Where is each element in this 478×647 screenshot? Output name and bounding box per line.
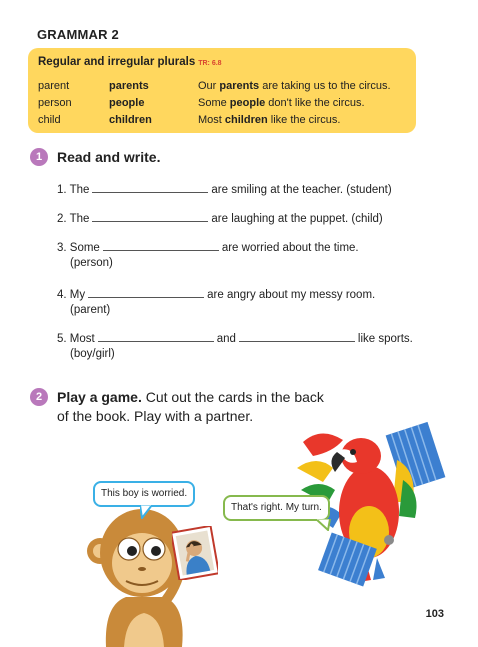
singular-word: child [38, 114, 61, 126]
box-heading [38, 56, 222, 68]
grammar-box [28, 48, 416, 133]
exercise-item: 1. The are smiling at the teacher. (student) [57, 184, 392, 196]
answer-blank[interactable] [92, 211, 208, 222]
exercise-hint: (parent) [70, 304, 111, 316]
answer-blank[interactable] [103, 240, 219, 251]
activity-number-badge: 2 [30, 388, 48, 406]
plural-word: parents [109, 80, 149, 92]
activity-heading: Play a game. Cut out the cards in the back of the book. Play with a partner. [57, 389, 324, 424]
exercise-hint: (person) [70, 257, 113, 269]
speech-bubble-monkey: This boy is worried. [93, 481, 195, 507]
example-sentence: Some people don't like the circus. [198, 97, 365, 109]
exercise-item: 5. Most and like sports. [57, 333, 413, 345]
activity-heading: Read and write. [57, 149, 161, 165]
activity-number-badge: 1 [30, 148, 48, 166]
answer-blank[interactable] [88, 287, 204, 298]
answer-blank[interactable] [239, 331, 355, 342]
singular-word: person [38, 97, 72, 109]
exercise-item: 2. The are laughing at the puppet. (child) [57, 213, 383, 225]
exercise-item: 4. My are angry about my messy room. [57, 289, 376, 301]
speech-bubble-tail [140, 505, 154, 519]
track-code: TR: 6.8 [198, 60, 222, 67]
exercise-item: 3. Some are worried about the time. [57, 242, 359, 254]
speech-bubble-parrot: That's right. My turn. [223, 495, 330, 521]
example-sentence: Our parents are taking us to the circus. [198, 80, 391, 92]
singular-word: parent [38, 80, 70, 92]
plural-word: children [109, 114, 152, 126]
plural-word: people [109, 97, 145, 109]
example-sentence: Most children like the circus. [198, 114, 341, 126]
photo-card [172, 526, 218, 580]
grammar-row [38, 80, 410, 96]
grammar-title: GRAMMAR 2 [37, 27, 119, 42]
page-number: 103 [425, 608, 444, 620]
exercise-hint: (boy/girl) [70, 348, 115, 360]
answer-blank[interactable] [92, 182, 208, 193]
box-heading-text: Regular and irregular plurals [38, 56, 196, 68]
grammar-row [38, 97, 410, 113]
grammar-row [38, 114, 410, 130]
speech-bubble-tail [316, 519, 332, 531]
answer-blank[interactable] [98, 331, 214, 342]
